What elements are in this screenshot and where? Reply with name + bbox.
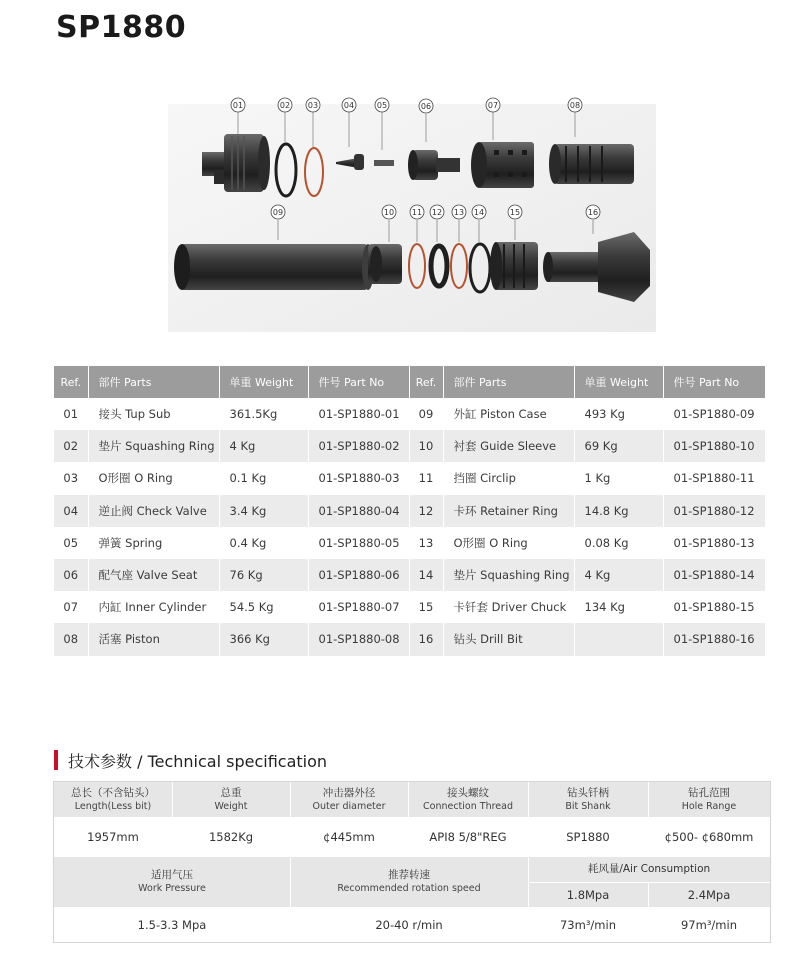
spec-header-air-consumption: 耗风量/Air Consumption bbox=[528, 857, 770, 882]
callout-03: 03 bbox=[307, 101, 319, 110]
part-name-cell: 配气座 Valve Seat bbox=[88, 559, 219, 591]
weight-cell: 4 Kg bbox=[219, 430, 308, 462]
part-name-cell: 挡圈 Circlip bbox=[443, 462, 574, 494]
divider bbox=[648, 782, 649, 817]
callout-11: 11 bbox=[411, 208, 423, 217]
spec-header-weight: 总重 Weight bbox=[172, 782, 290, 817]
part-no-cell: 01-SP1880-01 bbox=[308, 398, 409, 430]
part-no-cell: 01-SP1880-07 bbox=[308, 591, 409, 623]
part-no-cell: 01-SP1880-13 bbox=[663, 527, 765, 559]
spec-value-bit-shank: SP1880 bbox=[566, 830, 610, 844]
ref-cell: 07 bbox=[54, 591, 88, 623]
part-name-cell: 逆止阀 Check Valve bbox=[88, 495, 219, 527]
part-name-cell: 衬套 Guide Sleeve bbox=[443, 430, 574, 462]
col-header-parts-2: 部件 Parts bbox=[443, 366, 574, 398]
spec-value-rotation-speed: 20-40 r/min bbox=[375, 918, 443, 932]
callout-10: 10 bbox=[383, 208, 395, 217]
part-name-cell: 弹簧 Spring bbox=[88, 527, 219, 559]
table-row bbox=[54, 591, 765, 623]
part-guide-sleeve bbox=[368, 244, 402, 284]
divider bbox=[172, 782, 173, 817]
parts-table-header bbox=[54, 366, 765, 398]
exploded-view-illustration bbox=[168, 92, 656, 332]
tech-spec-heading bbox=[54, 749, 327, 771]
callout-04: 04 bbox=[343, 101, 355, 110]
weight-cell: 134 Kg bbox=[574, 591, 663, 623]
table-row bbox=[54, 559, 765, 591]
part-name-cell: O形圈 O Ring bbox=[443, 527, 574, 559]
ref-cell: 16 bbox=[409, 623, 443, 655]
tech-spec-heading-label: 技术参数 / Technical specification bbox=[68, 751, 328, 771]
divider bbox=[528, 782, 529, 817]
spec-value-air-2: 97m³/min bbox=[680, 918, 737, 932]
weight-cell: 4 Kg bbox=[574, 559, 663, 591]
callout-05: 05 bbox=[376, 101, 388, 110]
col-header-ref: Ref. bbox=[54, 366, 88, 398]
ref-cell: 11 bbox=[409, 462, 443, 494]
divider bbox=[528, 882, 770, 883]
col-header-weight: 单重 Weight bbox=[219, 366, 308, 398]
col-header-parts: 部件 Parts bbox=[88, 366, 219, 398]
weight-cell bbox=[574, 623, 663, 655]
callout-13: 13 bbox=[453, 208, 465, 217]
ref-cell: 15 bbox=[409, 591, 443, 623]
weight-cell: 3.4 Kg bbox=[219, 495, 308, 527]
divider bbox=[648, 882, 649, 907]
ref-cell: 03 bbox=[54, 462, 88, 494]
part-name-cell: 卡钎套 Driver Chuck bbox=[443, 591, 574, 623]
callout-09: 09 bbox=[272, 208, 284, 217]
tech-spec-table bbox=[53, 781, 771, 943]
part-no-cell: 01-SP1880-15 bbox=[663, 591, 765, 623]
callout-12: 12 bbox=[431, 208, 443, 217]
ref-cell: 09 bbox=[409, 398, 443, 430]
col-header-ref-2: Ref. bbox=[409, 366, 443, 398]
part-name-cell: 卡环 Retainer Ring bbox=[443, 495, 574, 527]
spec-header-hole-range: 钻孔范围 Hole Range bbox=[648, 782, 770, 817]
ref-cell: 14 bbox=[409, 559, 443, 591]
weight-cell: 0.08 Kg bbox=[574, 527, 663, 559]
ref-cell: 12 bbox=[409, 495, 443, 527]
weight-cell: 0.1 Kg bbox=[219, 462, 308, 494]
part-no-cell: 01-SP1880-05 bbox=[308, 527, 409, 559]
part-no-cell: 01-SP1880-12 bbox=[663, 495, 765, 527]
ref-cell: 02 bbox=[54, 430, 88, 462]
weight-cell: 361.5Kg bbox=[219, 398, 308, 430]
part-no-cell: 01-SP1880-06 bbox=[308, 559, 409, 591]
ref-cell: 13 bbox=[409, 527, 443, 559]
spec-header-pressure-1: 1.8Mpa bbox=[528, 882, 648, 907]
part-name-cell: 钻头 Drill Bit bbox=[443, 623, 574, 655]
callout-16: 16 bbox=[587, 208, 599, 217]
page-title: SP1880 bbox=[56, 10, 187, 45]
part-no-cell: 01-SP1880-16 bbox=[663, 623, 765, 655]
part-no-cell: 01-SP1880-03 bbox=[308, 462, 409, 494]
heading-accent-bar bbox=[54, 750, 58, 770]
divider bbox=[290, 782, 291, 817]
part-piston bbox=[549, 144, 634, 184]
col-header-weight-2: 单重 Weight bbox=[574, 366, 663, 398]
part-inner-cylinder bbox=[471, 142, 534, 188]
part-no-cell: 01-SP1880-02 bbox=[308, 430, 409, 462]
weight-cell: 0.4 Kg bbox=[219, 527, 308, 559]
spec-header-rotation-speed: 推荐转速 Recommended rotation speed bbox=[290, 857, 528, 907]
callout-06: 06 bbox=[420, 102, 432, 111]
parts-table bbox=[54, 366, 766, 656]
ref-cell: 04 bbox=[54, 495, 88, 527]
ref-cell: 08 bbox=[54, 623, 88, 655]
ref-cell: 01 bbox=[54, 398, 88, 430]
table-row bbox=[54, 495, 765, 527]
part-name-cell: 外缸 Piston Case bbox=[443, 398, 574, 430]
part-no-cell: 01-SP1880-08 bbox=[308, 623, 409, 655]
weight-cell: 493 Kg bbox=[574, 398, 663, 430]
weight-cell: 54.5 Kg bbox=[219, 591, 308, 623]
spec-header-outer-diameter: 冲击器外径 Outer diameter bbox=[290, 782, 408, 817]
divider bbox=[290, 857, 291, 907]
ref-cell: 06 bbox=[54, 559, 88, 591]
table-row bbox=[54, 462, 765, 494]
callout-07: 07 bbox=[487, 101, 499, 110]
weight-cell: 366 Kg bbox=[219, 623, 308, 655]
divider bbox=[408, 782, 409, 817]
table-row bbox=[54, 430, 765, 462]
callout-14: 14 bbox=[473, 208, 485, 217]
spec-header-work-pressure: 适用气压 Work Pressure bbox=[54, 857, 290, 907]
ref-cell: 05 bbox=[54, 527, 88, 559]
part-piston-case bbox=[174, 244, 374, 290]
callout-15: 15 bbox=[509, 208, 521, 217]
part-no-cell: 01-SP1880-10 bbox=[663, 430, 765, 462]
part-name-cell: 垫片 Squashing Ring bbox=[443, 559, 574, 591]
part-no-cell: 01-SP1880-11 bbox=[663, 462, 765, 494]
part-no-cell: 01-SP1880-09 bbox=[663, 398, 765, 430]
spec-value-hole-range: ¢500- ¢680mm bbox=[664, 830, 754, 844]
spec-header-bit-shank: 钻头钎柄 Bit Shank bbox=[528, 782, 648, 817]
weight-cell: 1 Kg bbox=[574, 462, 663, 494]
part-spring bbox=[374, 160, 394, 166]
part-no-cell: 01-SP1880-04 bbox=[308, 495, 409, 527]
col-header-part-no: 件号 Part No bbox=[308, 366, 409, 398]
spec-value-outer-diameter: ¢445mm bbox=[323, 830, 375, 844]
table-row bbox=[54, 527, 765, 559]
callout-01: 01 bbox=[232, 101, 244, 110]
spec-header-pressure-2: 2.4Mpa bbox=[648, 882, 770, 907]
table-row bbox=[54, 623, 765, 655]
part-no-cell: 01-SP1880-14 bbox=[663, 559, 765, 591]
spec-value-length: 1957mm bbox=[87, 830, 139, 844]
weight-cell: 69 Kg bbox=[574, 430, 663, 462]
part-name-cell: 内缸 Inner Cylinder bbox=[88, 591, 219, 623]
weight-cell: 14.8 Kg bbox=[574, 495, 663, 527]
part-name-cell: 活塞 Piston bbox=[88, 623, 219, 655]
spec-header-connection-thread: 接头螺纹 Connection Thread bbox=[408, 782, 528, 817]
table-row bbox=[54, 398, 765, 430]
weight-cell: 76 Kg bbox=[219, 559, 308, 591]
spec-value-air-1: 73m³/min bbox=[559, 918, 616, 932]
callout-08: 08 bbox=[569, 101, 581, 110]
part-name-cell: O形圈 O Ring bbox=[88, 462, 219, 494]
part-name-cell: 垫片 Squashing Ring bbox=[88, 430, 219, 462]
part-name-cell: 接头 Tup Sub bbox=[88, 398, 219, 430]
spec-header-length: 总长（不含钻头） Length(Less bit) bbox=[54, 782, 172, 817]
part-driver-chuck bbox=[490, 242, 538, 290]
spec-value-connection-thread: API8 5/8"REG bbox=[429, 830, 507, 844]
callout-02: 02 bbox=[279, 101, 291, 110]
ref-cell: 10 bbox=[409, 430, 443, 462]
col-header-part-no-2: 件号 Part No bbox=[663, 366, 765, 398]
spec-value-weight: 1582Kg bbox=[208, 830, 254, 844]
spec-value-work-pressure: 1.5-3.3 Mpa bbox=[137, 918, 207, 932]
